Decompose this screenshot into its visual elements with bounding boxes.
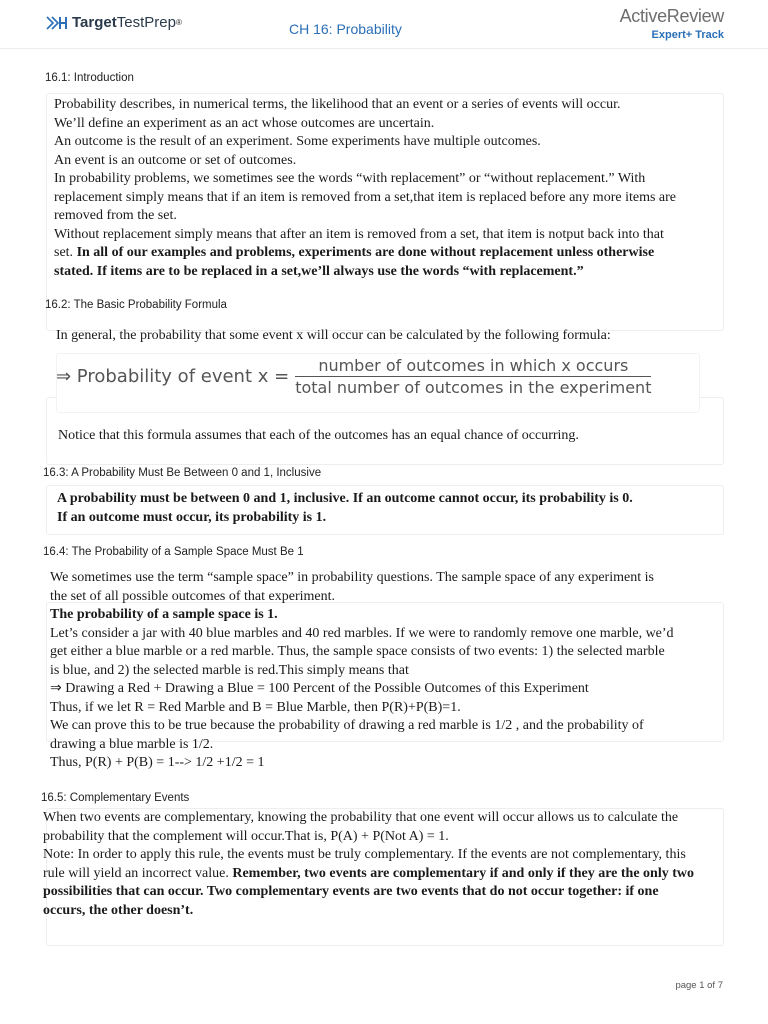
text-line: In general, the probability that some event x will occur can be calculated by the following formula: <box>56 328 611 343</box>
text-line: In probability problems, we sometimes see the words “with replacement” or “without replacement.” With <box>54 171 646 186</box>
text-line: We sometimes use the term “sample space” in probability questions. The sample space of any experiment is <box>50 570 654 585</box>
activereview-brand <box>620 6 724 41</box>
text-line <box>57 509 633 528</box>
formula-intro-text <box>56 327 611 346</box>
text-line: the set of all possible outcomes of that experiment. <box>50 588 335 604</box>
text-line: Note: In order to apply this rule, the events must be truly complementary. If the events are not complementary, this <box>43 847 686 862</box>
text-line: is blue, and 2) the selected marble is red.This simply means that <box>50 662 409 678</box>
text-plain: set. <box>54 245 77 260</box>
text-line: Probability describes, in numerical terms, the likelihood that an event or a series of events will occur. <box>54 97 621 112</box>
text-line <box>54 263 676 282</box>
section-heading-introduction: 16.1: Introduction <box>45 72 134 84</box>
text-plain: rule will yield an incorrect value. <box>43 865 233 881</box>
section-heading-sample-space: 16.4: The Probability of a Sample Space Must Be 1 <box>43 546 304 558</box>
logo-text-light: TestPrep <box>116 14 176 31</box>
target-logo-icon <box>46 16 68 30</box>
text-emphasis: Remember, two events are complementary if and only if they are the only two <box>232 865 694 881</box>
complementary-events-text <box>43 809 694 920</box>
brand-track: Expert+ Track <box>651 29 724 41</box>
text-line: We can prove this to be true because the probability of drawing a red marble is 1/2 , and the probability of <box>50 718 644 733</box>
introduction-text <box>54 96 676 281</box>
logo-registered-mark: ® <box>175 18 182 27</box>
section-heading-probability-range: 16.3: A Probability Must Be Between 0 and 1, Inclusive <box>43 467 322 479</box>
logo-text-bold: Target <box>72 14 117 31</box>
text-line: An outcome is the result of an experiment. Some experiments have multiple outcomes. <box>54 134 541 149</box>
sample-space-text <box>50 569 674 773</box>
page-title: CH 16: Probability <box>289 21 402 37</box>
text-line <box>43 865 694 884</box>
formula-fraction <box>295 356 651 397</box>
text-emphasis: If an outcome must occur, its probability is 1. <box>57 509 327 525</box>
text-line: Thus, if we let R = Red Marble and B = Blue Marble, then P(R)+P(B)=1. <box>50 699 461 715</box>
text-line: An event is an outcome or set of outcomes. <box>54 152 297 168</box>
text-emphasis: occurs, the other doesn’t. <box>43 902 194 918</box>
text-line: Without replacement simply means that after an item is removed from a set, that item is notput back into that <box>54 226 664 242</box>
text-line: get either a blue marble or a red marble. Thus, the sample space consists of two events: 1) the selected marble <box>50 644 665 659</box>
text-line <box>54 244 676 263</box>
section-heading-complementary-events: 16.5: Complementary Events <box>41 792 190 804</box>
text-line <box>50 606 674 625</box>
formula-lhs: ⇒ Probability of event x = <box>56 366 290 387</box>
text-line: replacement simply means that if an item is removed from a set,that item is replaced before any more items are <box>54 189 676 205</box>
probability-formula <box>56 356 651 397</box>
formula-note-text <box>58 427 579 446</box>
text-line <box>43 883 694 902</box>
text-line: Thus, P(R) + P(B) = 1--> 1/2 +1/2 = 1 <box>50 755 265 770</box>
probability-range-text <box>57 490 633 527</box>
text-emphasis: The probability of a sample space is 1. <box>50 607 278 622</box>
text-emphasis: possibilities that can occur. Two complementary events are two events that do not occur together: if one <box>43 884 659 899</box>
text-line: Let’s consider a jar with 40 blue marbles and 40 red marbles. If we were to randomly remove one marble, we’d <box>50 625 674 641</box>
text-emphasis: stated. If items are to be replaced in a set,we’ll always use the words “with replacement.” <box>54 263 584 279</box>
page-number: page 1 of 7 <box>675 980 723 991</box>
brand-name: ActiveReview <box>619 6 724 26</box>
text-line: removed from the set. <box>54 208 177 223</box>
target-testprep-logo <box>46 14 182 31</box>
text-line: We’ll define an experiment as an act whose outcomes are uncertain. <box>54 115 435 131</box>
page-header <box>0 0 768 49</box>
section-heading-basic-formula: 16.2: The Basic Probability Formula <box>45 299 227 311</box>
formula-numerator: number of outcomes in which x occurs <box>295 356 651 377</box>
formula-denominator: total number of outcomes in the experiment <box>295 378 652 397</box>
text-emphasis: A probability must be between 0 and 1, inclusive. If an outcome cannot occur, its probability is 0. <box>57 491 633 506</box>
text-line <box>57 490 633 509</box>
text-line: probability that the complement will occur.That is, P(A) + P(Not A) = 1. <box>43 828 449 844</box>
text-emphasis: In all of our examples and problems, experiments are done without replacement unless otherwise <box>76 245 655 260</box>
text-line: ⇒ Drawing a Red + Drawing a Blue = 100 Percent of the Possible Outcomes of this Experiment <box>50 681 589 696</box>
text-line: When two events are complementary, knowing the probability that one event will occur allows us to calculate the <box>43 810 679 825</box>
text-line: drawing a blue marble is 1/2. <box>50 736 214 752</box>
text-line: Notice that this formula assumes that each of the outcomes has an equal chance of occurring. <box>58 428 579 443</box>
text-line <box>43 902 694 921</box>
